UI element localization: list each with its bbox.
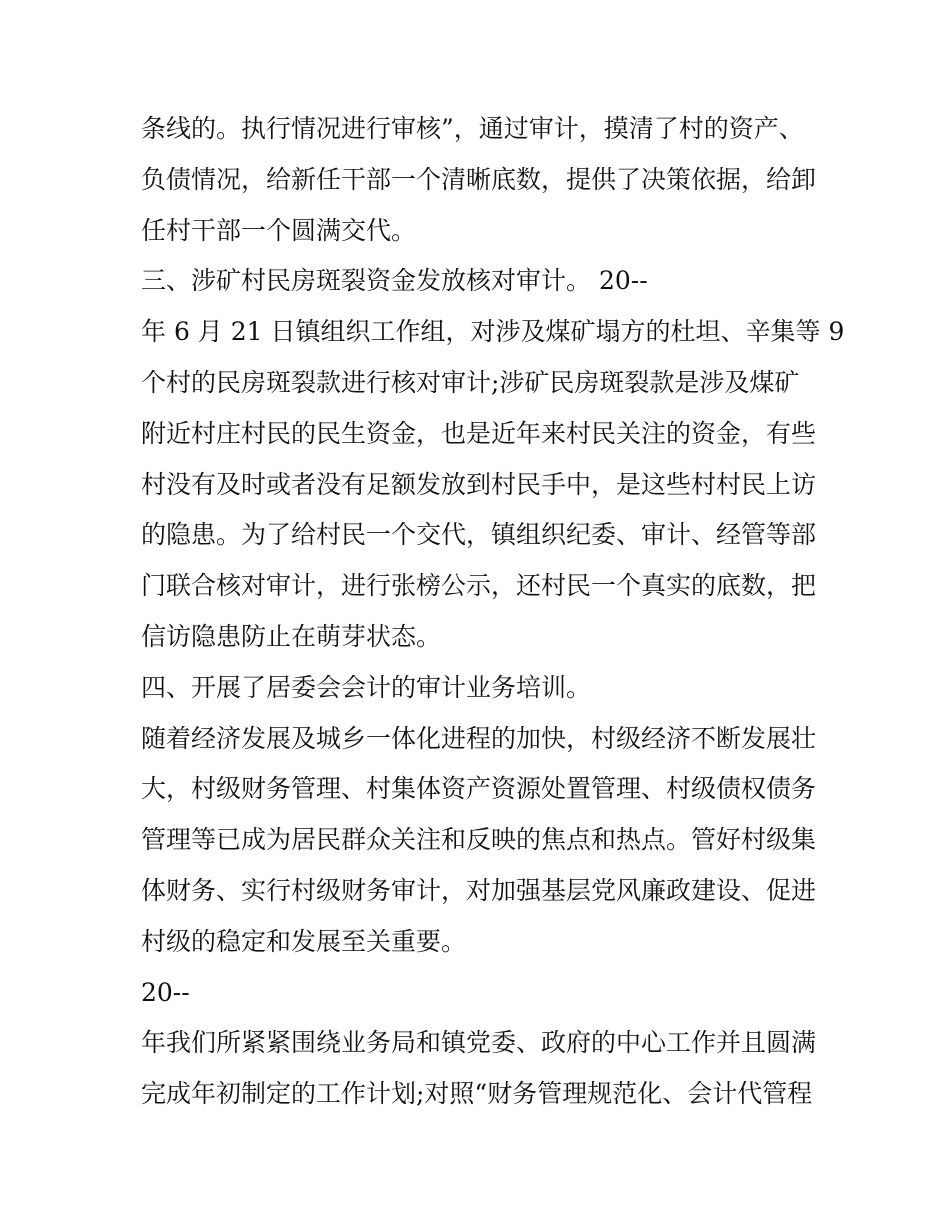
text-line: 附近村庄村民的民生资金，也是近年来村民关注的资金，有些 xyxy=(141,418,817,448)
text-line: 村没有及时或者没有足额发放到村民手中，是这些村村民上访 xyxy=(141,469,817,499)
text-line: 村级的稳定和发展至关重要。 xyxy=(141,926,467,956)
text-line: 条线的。执行情况进行审核”，通过审计，摸清了村的资产、 xyxy=(141,114,804,143)
section-heading: 四、开展了居委会会计的审计业务培训。 xyxy=(141,672,592,702)
text-line: 个村的民房斑裂款进行核对审计;涉矿民房斑裂款是涉及煤矿 xyxy=(141,367,800,397)
text-line: 管理等已成为居民群众关注和反映的焦点和热点。管好村级集 xyxy=(141,825,817,855)
text-line: 年我们所紧紧围绕业务局和镇党委、政府的中心工作并且圆满 xyxy=(141,1028,817,1058)
text-line: 门联合核对审计，进行张榜公示，还村民一个真实的底数，把 xyxy=(141,571,817,601)
text-line: 年 6 月 21 日镇组织工作组，对涉及煤矿塌方的杜坦、辛集等 9 xyxy=(141,317,845,347)
text-line: 负债情况，给新任干部一个清晰底数，提供了决策依据，给卸 xyxy=(141,164,817,194)
text-line: 信访隐患防止在萌芽状态。 xyxy=(141,621,442,651)
text-line: 大，村级财务管理、村集体资产资源处置管理、村级债权债务 xyxy=(141,774,817,804)
document-body xyxy=(141,104,845,1120)
text-line: 随着经济发展及城乡一体化进程的加快，村级经济不断发展壮 xyxy=(141,723,817,753)
text-line: 20-- xyxy=(141,977,190,1007)
text-line: 任村干部一个圆满交代。 xyxy=(141,215,417,245)
text-line: 体财务、实行村级财务审计，对加强基层党风廉政建设、促进 xyxy=(141,875,817,905)
section-heading: 三、涉矿村民房斑裂资金发放核对审计。 20-- xyxy=(141,266,648,296)
text-line: 完成年初制定的工作计划;对照“财务管理规范化、会计代管程 xyxy=(141,1079,813,1109)
text-line: 的隐患。为了给村民一个交代，镇组织纪委、审计、经管等部 xyxy=(141,520,817,550)
